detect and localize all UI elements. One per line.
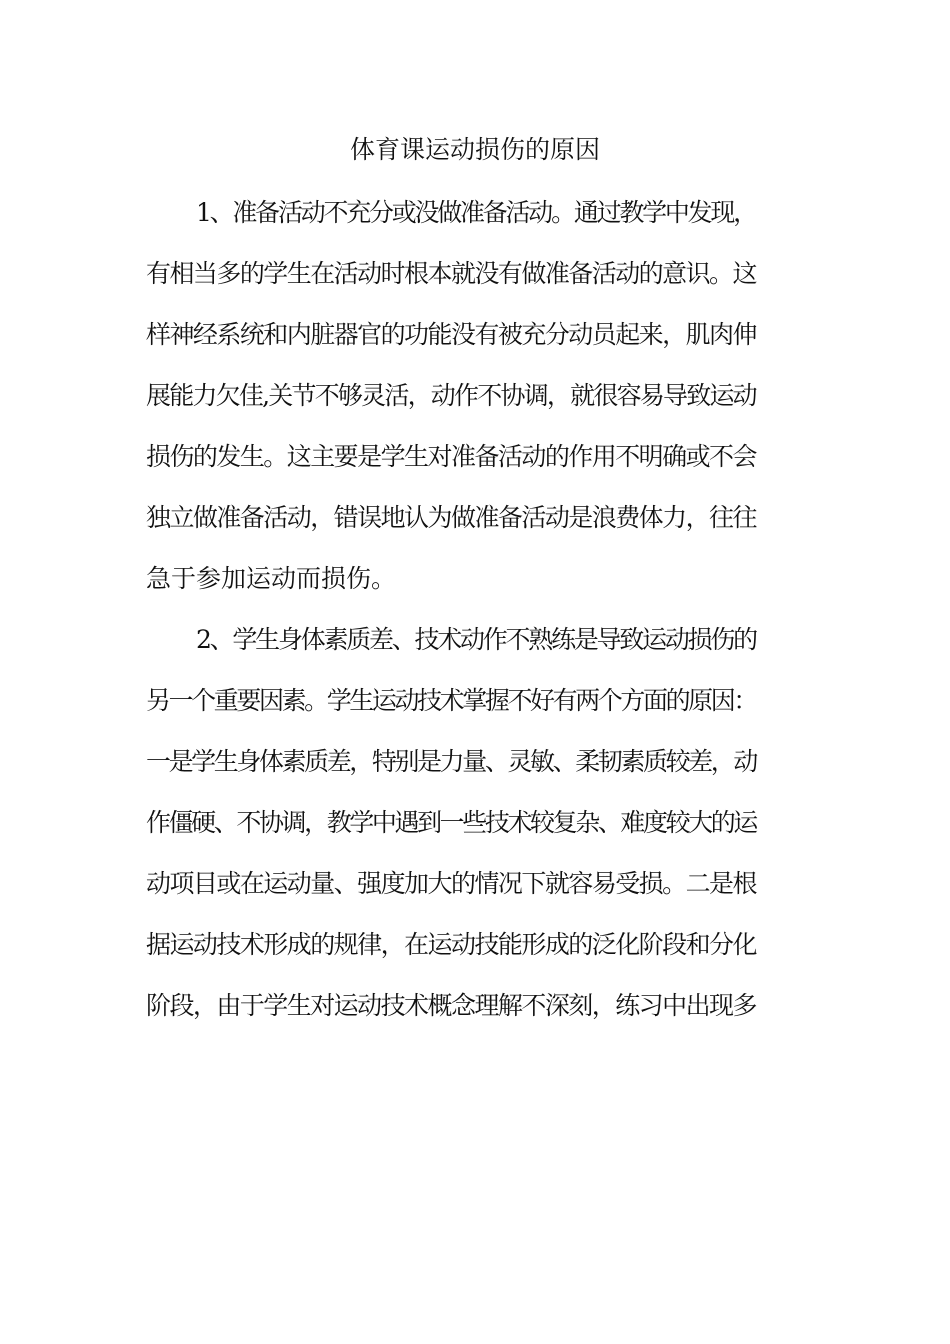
paragraph-line: 损伤的发生。这主要是学生对准备活动的作用不明确或不会 xyxy=(146,442,756,471)
paragraph-line: 一是学生身体素质差，特别是力量、灵敏、柔韧素质较差，动 xyxy=(146,747,756,776)
paragraph-line: 有相当多的学生在活动时根本就没有做准备活动的意识。这 xyxy=(146,259,756,288)
paragraph-line: 据运动技术形成的规律，在运动技能形成的泛化阶段和分化 xyxy=(146,930,756,959)
paragraph-line: 展能力欠佳,关节不够灵活，动作不协调，就很容易导致运动 xyxy=(146,381,756,410)
document-body xyxy=(146,182,806,1036)
paragraph-line: 独立做准备活动，错误地认为做准备活动是浪费体力，往往 xyxy=(146,503,756,532)
paragraph-line: 样神经系统和内脏器官的功能没有被充分动员起来，肌肉伸 xyxy=(146,320,756,349)
document-title: 体育课运动损伤的原因 xyxy=(349,135,600,164)
paragraph-line: 动项目或在运动量、强度加大的情况下就容易受损。二是根 xyxy=(146,869,756,898)
paragraph-line: 作僵硬、不协调，教学中遇到一些技术较复杂、难度较大的运 xyxy=(146,808,756,837)
paragraph-line: 急于参加运动而损伤。 xyxy=(146,564,397,593)
paragraph-line: 2、学生身体素质差、技术动作不熟练是导致运动损伤的 xyxy=(196,625,756,654)
paragraph-line: 1、准备活动不充分或没做准备活动。通过教学中发现， xyxy=(196,198,756,227)
paragraph-line: 另一个重要因素。学生运动技术掌握不好有两个方面的原因： xyxy=(146,686,756,715)
paragraph-line: 阶段，由于学生对运动技术概念理解不深刻，练习中出现多 xyxy=(146,991,756,1020)
paragraph-2 xyxy=(146,609,806,1036)
paragraph-1 xyxy=(146,182,806,609)
